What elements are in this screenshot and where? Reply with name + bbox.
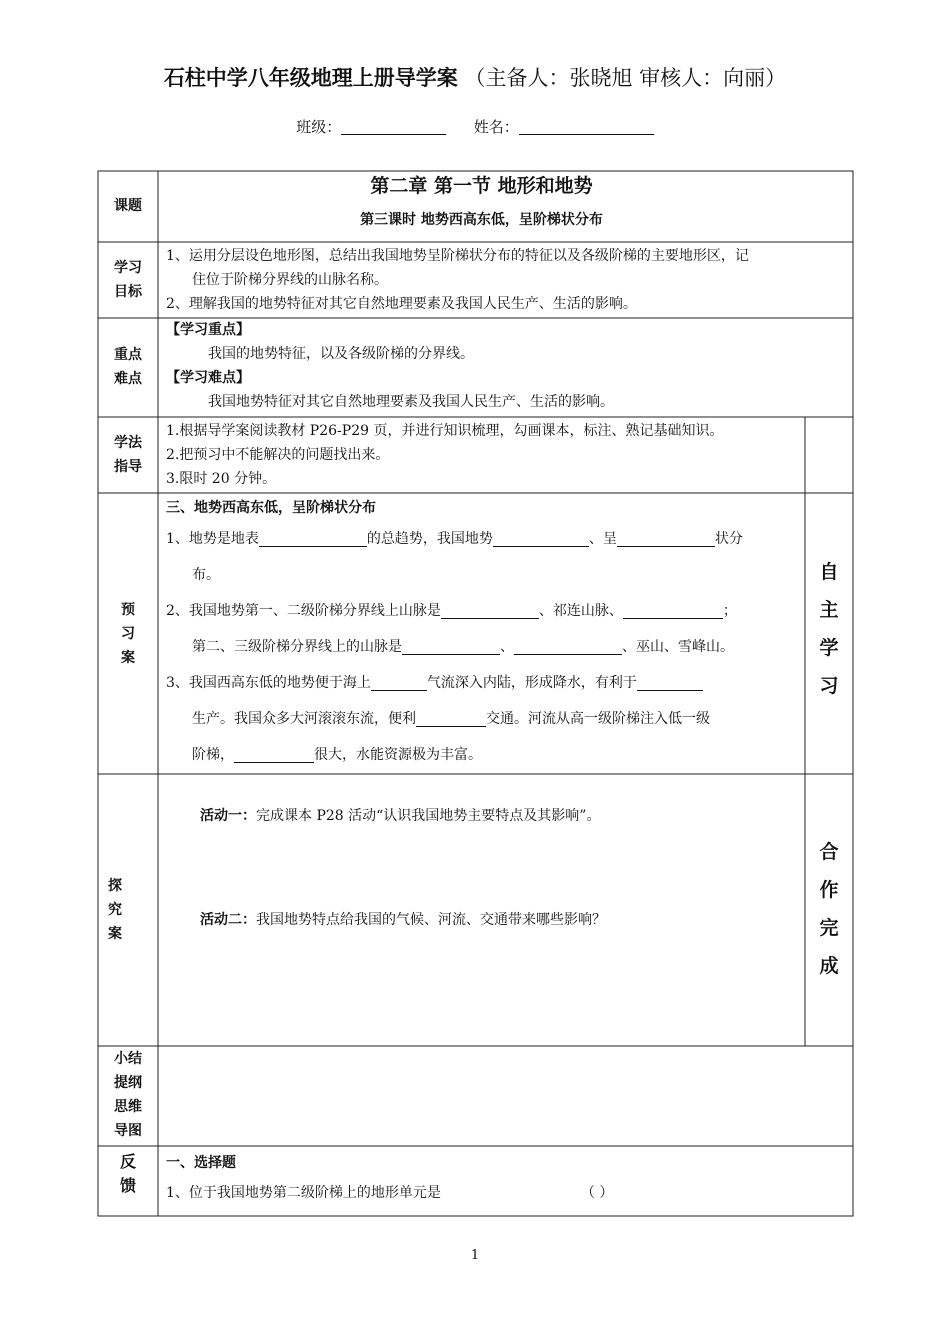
focus-label-2: 难点: [114, 371, 142, 387]
q1-text-d: 状分: [714, 531, 743, 547]
name-label: 姓名：: [473, 118, 519, 136]
focus-content: [166, 318, 851, 414]
explore-label-2: 究: [108, 902, 122, 918]
preview-label: [98, 598, 158, 670]
difficulty-heading: 【学习难点】: [166, 370, 250, 386]
method-label-2: 指导: [114, 459, 142, 475]
q3-text-d: 交通。河流从高一级阶梯注入低一级: [486, 711, 710, 727]
explore-label-3: 案: [108, 926, 122, 942]
q3-text-a: 3、我国西高东低的地势便于海上: [166, 675, 371, 691]
activity-1-text: 完成课本 P28 活动“认识我国地势主要特点及其影响”。: [256, 808, 601, 824]
goals-label-1: 学习: [114, 260, 142, 276]
self-study-side: [805, 553, 853, 705]
method-label: [98, 431, 158, 479]
feedback-q1-answer[interactable]: （ ）: [580, 1185, 614, 1201]
q3-text-b: 气流深入内陆，形成降水，有利于: [426, 675, 637, 691]
summary-area[interactable]: [159, 1047, 852, 1145]
q3-text-f: 很大，水能资源极为丰富。: [314, 747, 482, 763]
q2-text-e: 、: [500, 639, 514, 655]
q3-text-c: 生产。我国众多大河滚滚东流，便利: [192, 711, 416, 727]
q3-blank-1[interactable]: [371, 672, 427, 691]
q2-blank-2[interactable]: [623, 600, 723, 619]
q3-blank-3[interactable]: [416, 708, 486, 727]
q1-text-c: 、呈: [588, 531, 617, 547]
activity-2-head: 活动二：: [200, 912, 256, 928]
q1-text-a: 1、地势是地表: [166, 531, 259, 547]
question-2-cont: [166, 629, 803, 665]
goals-label-2: 目标: [114, 284, 142, 300]
name-blank[interactable]: [519, 118, 654, 135]
preview-label-1: 预: [121, 602, 135, 618]
activity-2: [200, 908, 800, 932]
q3-blank-4[interactable]: [234, 744, 314, 763]
summary-label: [98, 1047, 158, 1143]
q1-blank-3[interactable]: [617, 528, 715, 547]
feedback-label: [98, 1150, 158, 1198]
self-study-char-3: 学: [819, 637, 839, 659]
self-study-char-4: 习: [819, 675, 839, 697]
cooperate-char-4: 成: [819, 955, 839, 977]
feedback-content: [166, 1148, 851, 1208]
lesson-title: 第三课时 地势西高东低，呈阶梯状分布: [360, 212, 603, 228]
preview-label-3: 案: [121, 650, 135, 666]
q1-blank-1[interactable]: [259, 528, 367, 547]
feedback-label-2: 馈: [119, 1176, 136, 1195]
goal-2: 2、理解我国的地势特征对其它自然地理要素及我国人民生产、生活的影响。: [166, 296, 637, 312]
self-study-char-2: 主: [819, 599, 839, 621]
class-label: 班级：: [296, 118, 342, 136]
q1-cont: 布。: [192, 567, 220, 583]
activity-1: [200, 804, 800, 828]
q2-text-c: ；: [722, 603, 737, 619]
chapter-title: 第二章 第一节 地形和地势: [370, 175, 593, 197]
title-main: 石柱中学八年级地理上册导学案: [163, 65, 458, 90]
title-sub: （主备人：张晓旭 审核人：向丽）: [464, 66, 787, 90]
q2-text-b: 、祁连山脉、: [538, 603, 623, 619]
method-content: [166, 419, 803, 491]
explore-label: [98, 874, 158, 946]
focus-label-1: 重点: [114, 347, 142, 363]
goals-content: [166, 244, 851, 316]
cooperate-char-2: 作: [819, 879, 839, 901]
method-3: 3.限时 20 分钟。: [166, 471, 277, 487]
self-study-char-1: 自: [819, 561, 839, 583]
method-2: 2.把预习中不能解决的问题找出来。: [166, 447, 390, 463]
focus-label: [98, 343, 158, 391]
q3-text-e: 阶梯，: [192, 747, 234, 763]
question-2: [166, 593, 803, 629]
topic-label: 课题: [114, 198, 142, 214]
activity-2-text: 我国地势特点给我国的气候、河流、交通带来哪些影响？: [256, 912, 606, 928]
q2-blank-1[interactable]: [441, 600, 539, 619]
question-3-cont: [166, 701, 803, 737]
q2-text-d: 第二、三级阶梯分界线上的山脉是: [192, 639, 402, 655]
q1-text-b: 的总趋势，我国地势: [366, 531, 493, 547]
summary-label-4: 导图: [114, 1123, 142, 1139]
preview-content: [166, 495, 803, 773]
q2-blank-4[interactable]: [514, 636, 622, 655]
feedback-question-1: [166, 1178, 851, 1208]
preview-label-2: 习: [121, 626, 135, 642]
difficulty-text: 我国地势特征对其它自然地理要素及我国人民生产、生活的影响。: [208, 394, 614, 410]
q2-text-f: 、巫山、雪峰山。: [622, 639, 734, 655]
feedback-heading: 一、选择题: [166, 1155, 236, 1171]
activity-1-head: 活动一：: [200, 808, 256, 824]
question-3-cont-2: [166, 737, 803, 773]
goal-1-cont: 住位于阶梯分界线的山脉名称。: [192, 272, 388, 288]
cooperate-char-1: 合: [819, 841, 839, 863]
goals-label: [98, 256, 158, 304]
cooperate-char-3: 完: [819, 917, 839, 939]
feedback-q1-text: 1、位于我国地势第二级阶梯上的地形单元是: [166, 1185, 441, 1201]
page-number: 1: [470, 1248, 480, 1263]
key-point-text: 我国的地势特征，以及各级阶梯的分界线。: [208, 346, 474, 362]
method-1: 1.根据导学案阅读教材 P26-P29 页，并进行知识梳理，勾画课本，标注、熟记基础知识。: [166, 423, 724, 439]
key-point-heading: 【学习重点】: [166, 322, 250, 338]
q2-text-a: 2、我国地势第一、二级阶梯分界线上山脉是: [166, 603, 441, 619]
explore-label-1: 探: [108, 878, 122, 894]
cooperate-side: [805, 833, 853, 985]
q2-blank-3[interactable]: [402, 636, 500, 655]
question-1: [166, 521, 803, 557]
class-name-line: [0, 116, 950, 137]
q1-blank-2[interactable]: [493, 528, 589, 547]
document-title: [0, 62, 950, 92]
method-label-1: 学法: [114, 435, 142, 451]
goal-1: 1、运用分层设色地形图，总结出我国地势呈阶梯状分布的特征以及各级阶梯的主要地形区，记: [166, 248, 749, 264]
class-blank[interactable]: [341, 118, 446, 135]
q3-blank-2[interactable]: [637, 672, 703, 691]
summary-label-2: 提纲: [114, 1075, 142, 1091]
feedback-label-1: 反: [119, 1152, 136, 1171]
question-3: [166, 665, 803, 701]
summary-label-3: 思维: [114, 1099, 142, 1115]
summary-label-1: 小结: [114, 1051, 142, 1067]
preview-heading: 三、地势西高东低，呈阶梯状分布: [166, 500, 376, 516]
